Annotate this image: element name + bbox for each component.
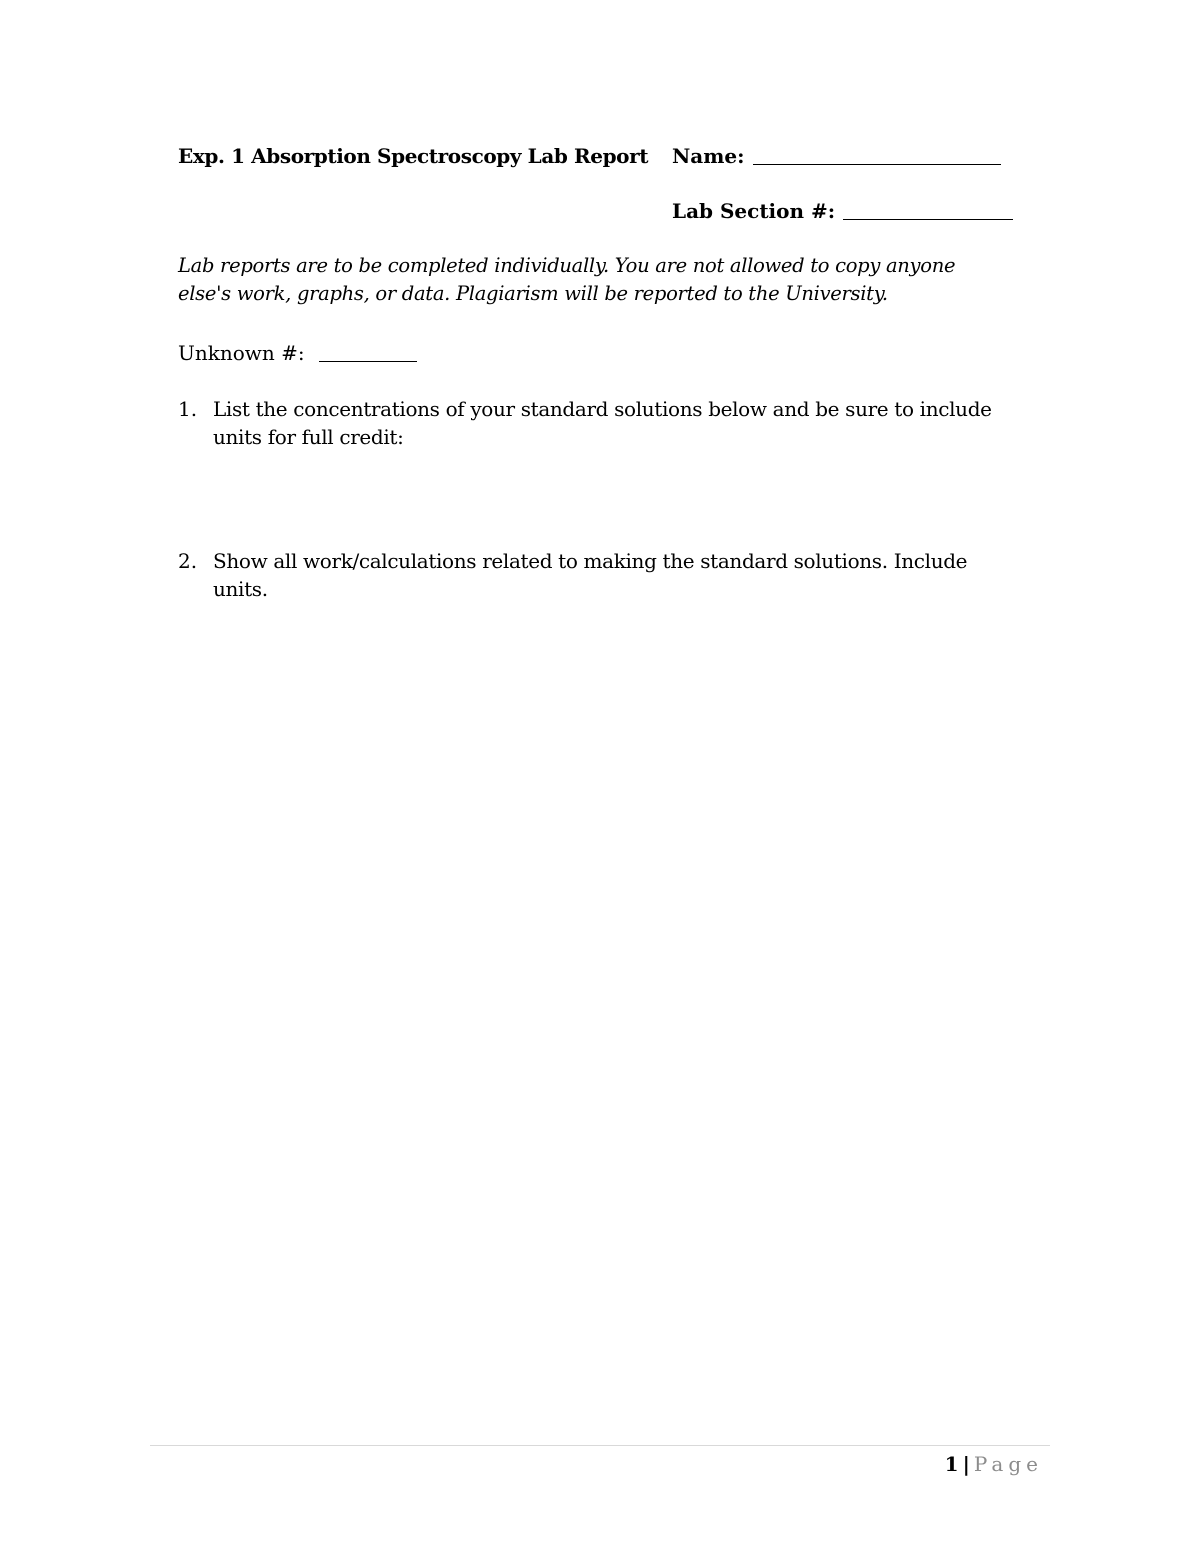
unknown-field-row <box>178 339 417 367</box>
notice-line-1: Lab reports are to be completed individually. You are not allowed to copy anyone <box>178 254 956 277</box>
question-1-text: List the concentrations of your standard solutions below and be sure to include units for full credit: <box>213 397 992 449</box>
unknown-label: Unknown #: <box>178 341 305 365</box>
lab-section-field-row <box>672 197 1013 225</box>
lab-section-blank-line[interactable] <box>843 199 1013 220</box>
page-word: Page <box>973 1452 1043 1476</box>
page-separator: | <box>962 1452 970 1476</box>
page-title: Exp. 1 Absorption Spectroscopy Lab Report <box>178 144 649 168</box>
question-1-number: 1. <box>178 397 198 421</box>
page-number: 1 <box>944 1452 959 1476</box>
name-blank-line[interactable] <box>753 144 1001 165</box>
lab-section-label: Lab Section #: <box>672 199 836 223</box>
unknown-blank-line[interactable] <box>319 341 417 362</box>
name-label: Name: <box>672 144 745 168</box>
footer-divider <box>150 1445 1050 1446</box>
page-footer <box>945 1450 1043 1478</box>
question-2-text: Show all work/calculations related to making the standard solutions. Include units. <box>213 549 968 601</box>
question-2-number: 2. <box>178 549 198 573</box>
notice-line-2: else's work, graphs, or data. Plagiarism will be reported to the University. <box>178 282 888 305</box>
name-field-row <box>672 142 1001 170</box>
